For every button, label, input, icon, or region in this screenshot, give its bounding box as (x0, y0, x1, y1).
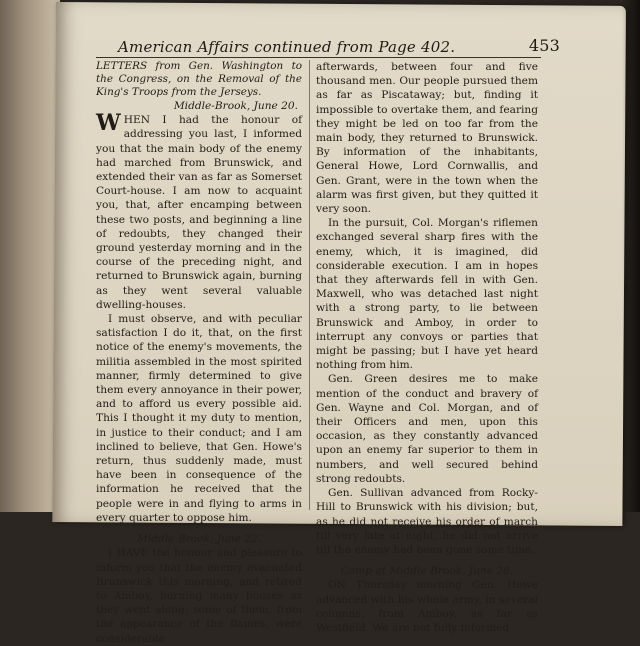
previous-page-edge (0, 0, 60, 512)
letter-dateline: Middle-Brook, June 22. (136, 533, 262, 546)
letter-heading: LETTERS from Gen. Washington to the Congress, on the Removal of the King's Troops from the Jerseys. (96, 60, 302, 98)
column-divider (309, 60, 310, 510)
letter-paragraph: ON Thursday morning Gen. Howe advanced with his whole army, in several columns, from Amboy, as far as Westfield. We are not fully informed (316, 579, 538, 634)
letter-paragraph: Gen. Sullivan advanced from Rocky-Hill to Brunswick with his division; but, as he did not receive his order of march till very late at night, he did not arrive till the enemy had been gone some time. (316, 487, 538, 556)
letter-paragraph: Gen. Green desires me to make mention of the conduct and bravery of Gen. Wayne and Col. Morgan, and of their Officers and men, upon this occasion, as they constantly advanced upon an enemy far superior to them in numbers, and well secured behind strong redoubts. (316, 373, 538, 485)
page-header (118, 36, 560, 56)
left-column (96, 60, 302, 646)
page-number: 453 (528, 36, 560, 55)
letter-dateline: Middle-Brook, June 20. (173, 100, 298, 112)
page-shadow (622, 0, 640, 512)
running-title: American Affairs continued from Page 402. (118, 38, 456, 56)
letter-body (96, 110, 302, 312)
letter-dateline: Camp at Middle Brook, June 28. (340, 565, 514, 578)
letter-paragraph: afterwards, between four and five thousand men. Our people pursued them as far as Piscataway; but, finding it impossible to overtake them, and fearing they might be led on too far from the main body, they returned to Brunswick. By information of the inhabitants, General Howe, Lord Cornwallis, and Gen. Grant, were in the town when the alarm was first given, but they quitted it very soon. (316, 61, 538, 216)
letter-paragraph: I must observe, and with peculiar satisfaction I do it, that, on the first notice of the enemy's movements, the militia assembled in the most spirited manner, firmly determined to give them every annoyance in their power, and to afford us every possible aid. This I thought it my duty to mention, in justice to their conduct; and I am inclined to believe, that Gen. Howe's return, thus suddenly made, must have been in consequence of the information he received that the people were in and flying to arms in every quarter to oppose him. (96, 313, 302, 524)
letter-paragraph: In the pursuit, Col. Morgan's riflemen exchanged several sharp fires with the enemy, which, it is imagined, did considerable execution. I am in hopes that they afterwards fell in with Gen. Maxwell, who was detached last night with a strong party, to lie between Brunswick and Amboy, in order to interrupt any convoys or parties that might be passing; but I have yet heard nothing from him. (316, 217, 538, 372)
header-rule (96, 57, 541, 58)
letter-body-text: HEN I had the honour of addressing you last, I informed you that the main body of the enemy had marched from Brunswick, and extended their van as far as Somerset Court-house. I am now to acquaint you, that, after encamping between these two posts, and beginning a line of redoubts, they changed their ground yesterday morning and in the course of the preceding night, and returned to Brunswick again, burning as they went several valuable dwelling-houses. (96, 114, 302, 311)
drop-cap: W (96, 110, 121, 137)
letter-paragraph: I HAVE the honour and pleasure to inform you that the enemy evacuated Brunswick this morning, and retired to Amboy, burning many houses as they went along; some of them, from the appearance of the flames, were considerable (96, 547, 302, 645)
right-column (316, 60, 538, 635)
